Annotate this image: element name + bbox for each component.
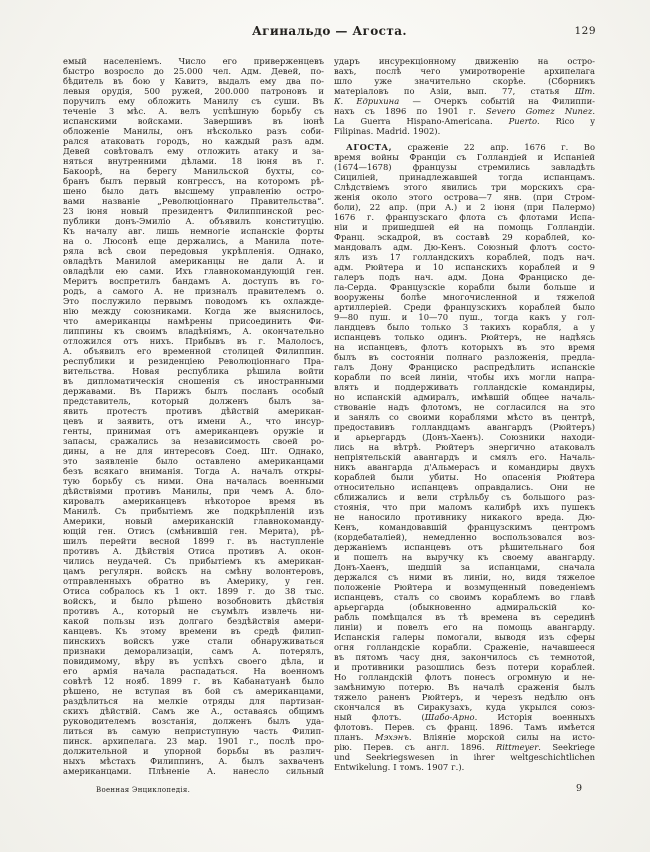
text-line: относительно испанцевъ оправдались. Они не: [334, 482, 595, 492]
text-line: войскъ, и было рѣшено возобновить дѣйствія: [63, 596, 324, 606]
text-line: запасы, сражались за независимость своей ро-: [63, 436, 324, 446]
text-line: американцами. Плѣненіе А. нанесло сильный: [63, 766, 324, 776]
signature-number: 9: [576, 783, 583, 794]
text-line: цамъ регулярн. войскъ на смѣну волонтеровъ,: [63, 566, 324, 576]
text-line: 9—80 пуш. и 10—70 пуш., тогда какъ у гол-: [334, 312, 595, 322]
text-line: Это послужило первымъ поводомъ къ охлажде-: [63, 296, 324, 306]
text-line: замѣнимую потерю. Въ началѣ сраженія былъ: [334, 682, 595, 692]
text-line: флотовъ. Перев. съ франц. 1896. Тамъ имѣется: [334, 722, 595, 732]
text-segment: Severo Gomez Nunez: [486, 106, 593, 116]
text-line: [334, 142, 595, 152]
text-line: признаки деморализаціи, самъ А. потерялъ,: [63, 646, 324, 656]
text-line: литься въ самую неприступную часть Филип-: [63, 726, 324, 736]
text-line: не наносило противнику никакого вреда. Дю-: [334, 512, 595, 522]
text-line: ударъ инсурекціонному движенію на остро-: [334, 56, 595, 66]
text-line: его армія начала распадаться. На военномъ: [63, 666, 324, 676]
text-line: шено было дать высшему управленію остро-: [63, 186, 324, 196]
text-line: Но голландскій флотъ понесъ огромную и не-: [334, 672, 595, 682]
text-segment: сраженіе 22 апр. 1676 г. Во: [392, 142, 595, 152]
text-line: Отиса собралось къ 1 окт. 1899 г. до 38 тыс.: [63, 586, 324, 596]
text-line: шло уже значительно скорѣе. (Сборникъ: [334, 76, 595, 86]
text-line: артиллеріей. Среди французскихъ кораблей было: [334, 302, 595, 312]
text-line: поручилъ ему обложить Манилу съ суши. Въ: [63, 96, 324, 106]
text-segment: .: [592, 106, 595, 116]
text-column-left: [63, 56, 324, 776]
text-line: испанскими войсками. Завершивъ въ іюнѣ: [63, 116, 324, 126]
text-line: противъ А., который не съумѣлъ извлечь ни-: [63, 606, 324, 616]
text-line: дины, а не для интересовъ Соед. Шт. Однако,: [63, 446, 324, 456]
paragraph: [63, 56, 324, 776]
text-line: совѣтѣ 12 нояб. 1899 г. въ Кабанатуанѣ было: [63, 676, 324, 686]
text-line: [334, 96, 595, 106]
text-line: ныхъ мѣстахъ Филиппинъ, А. былъ захваченъ: [63, 756, 324, 766]
text-line: Бакоорѣ, на берегу Манильской бухты, со-: [63, 166, 324, 176]
text-line: республики и резиденціею Революціоннаго Пра-: [63, 356, 324, 366]
text-segment: . Seekriege: [538, 742, 595, 752]
text-line: представитель, который долженъ былъ за-: [63, 396, 324, 406]
text-segment: К. Едрихина: [334, 96, 400, 106]
text-line: вительства. Новая республика рѣшила войти: [63, 366, 324, 376]
text-line: нію между союзниками. Когда же выяснилось,: [63, 306, 324, 316]
text-line: корабли по всей линіи, чтобы ихъ могли напра-: [334, 372, 595, 382]
text-line: рался атаковать городъ, но каждый разъ адм.: [63, 136, 324, 146]
text-line: бѣдитель въ бою у Кавитэ, выдалъ ему два по-: [63, 76, 324, 86]
text-line: на испанцевъ, флотъ которыхъ въ это время: [334, 342, 595, 352]
text-line: und Seekriegswesen in ihrer weltgeschichtlichen: [334, 752, 595, 762]
text-line: отложился отъ нихъ. Прибывъ въ г. Малолосъ,: [63, 336, 324, 346]
text-line: ландцевъ было только 3 такихъ корабля, а у: [334, 322, 595, 332]
text-line: Слѣдствіемъ этого явились три морскихъ сра-: [334, 182, 595, 192]
text-segment: Шабо-Арно: [424, 712, 475, 722]
page-title: Агинальдо — Агоста.: [252, 24, 407, 38]
text-line: руководителемъ возстанія, долженъ былъ уда-: [63, 716, 324, 726]
text-line: испанцевъ, сталъ со своимъ кораблемъ во главѣ: [334, 592, 595, 602]
text-line: Меритъ воспретилъ бандамъ А. доступъ въ го-: [63, 276, 324, 286]
text-line: противъ А. Дѣйствія Отиса противъ А. окон-: [63, 546, 324, 556]
text-line: огня голландскіе корабли. Сраженіе, начавшееся: [334, 642, 595, 652]
text-line: на о. Люсонѣ еще держались, а Манила поте-: [63, 236, 324, 246]
text-line: ствованіе надъ флотомъ, не согласился на это: [334, 402, 595, 412]
text-line: 23 іюня новый президентъ Филиппинской рес-: [63, 206, 324, 216]
text-line: былъ въ состояніи полнаго разложенія, предла-: [334, 352, 595, 362]
text-line: держаніемъ испанцевъ отъ рѣшительнаго боя: [334, 542, 595, 552]
text-line: скихъ дѣйствій. Самъ же А., оставаясь общимъ: [63, 706, 324, 716]
text-line: родъ, а самого А. не призналъ правителемъ о.: [63, 286, 324, 296]
text-segment: La Guerra Hispano-Americana.: [334, 116, 509, 126]
paragraph: [334, 56, 595, 136]
text-segment: ный флотъ. (: [334, 712, 425, 722]
text-segment: . Rico y: [537, 116, 595, 126]
text-line: явить протестъ противъ дѣйствій американ-: [63, 406, 324, 416]
text-line: повидимому, вѣру въ успѣхъ своего дѣла, и: [63, 656, 324, 666]
text-segment: рію. Перев. съ англ. 1896.: [334, 742, 496, 752]
text-segment: Rittmeyer: [495, 742, 539, 752]
text-line: должительной и упорной борьбы въ различ-: [63, 746, 324, 756]
text-line: емый населеніемъ. Число его приверженцевъ: [63, 56, 324, 66]
text-segment: нахъ съ 1896 по 1901 г.: [334, 106, 486, 116]
text-line: тую борьбу съ ними. Она началась военными: [63, 476, 324, 486]
text-line: [334, 86, 595, 96]
text-line: Донъ-Хаенъ, шедшій за испанцами, сначала: [334, 562, 595, 572]
text-line: Франц. эскадрой, въ составѣ 29 кораблей, ко-: [334, 232, 595, 242]
text-line: [334, 106, 595, 116]
text-column-right: [334, 56, 595, 776]
text-line: обложеніе Манилы, онъ нѣсколько разъ соби-: [63, 126, 324, 136]
text-line: рабль помѣщался въ тѣ времена въ серединѣ: [334, 612, 595, 622]
text-line: [334, 732, 595, 742]
text-line: рѣшено, не вступая въ бой съ американцами,: [63, 686, 324, 696]
text-line: скончался въ Сиракузахъ, куда укрылся союз-: [334, 702, 595, 712]
text-line: [334, 712, 595, 722]
text-line: непріятельскій авангардъ и смялъ его. Началь-: [334, 452, 595, 462]
text-line: [334, 116, 595, 126]
text-line: (кордебаталіей), немедленно воспользовался воз-: [334, 532, 595, 542]
page-number: 129: [574, 25, 596, 37]
text-line: ла-Серда. Французскіе корабли были больше и: [334, 282, 595, 292]
paragraph: [334, 142, 595, 772]
text-segment: Мэхэнъ: [375, 732, 409, 742]
text-line: арьергарда (обыкновенно адмиральскій ко-: [334, 602, 595, 612]
running-header: [63, 24, 596, 38]
text-line: галъ Дону Франциско распредѣлить испанскіе: [334, 362, 595, 372]
text-line: теченіе 3 мѣс. А. велъ успѣшную борьбу съ: [63, 106, 324, 116]
text-line: пинскихъ войскъ уже стали обнаруживаться: [63, 636, 324, 646]
text-line: въ пятомъ часу дня, закончилось съ темнотой,: [334, 652, 595, 662]
text-line: время войны Франціи съ Голландіей и Испаніей: [334, 152, 595, 162]
text-line: линіи) и повелъ его на помощь авангарду.: [334, 622, 595, 632]
text-segment: АГОСТА,: [346, 142, 393, 152]
text-line: тяжело раненъ Рюйтеръ, и черезъ недѣлю онъ: [334, 692, 595, 702]
text-line: чились неудачей. Съ прибытіемъ къ американ-: [63, 556, 324, 566]
text-line: Америки, новый американскій главнокоманду-: [63, 516, 324, 526]
text-line: 1676 г. французскаго флота съ флотами Испа-: [334, 212, 595, 222]
text-line: держался съ ними въ линіи, но, видя тяжелое: [334, 572, 595, 582]
text-line: галеръ подъ нач. адм. Дона Франциско де-: [334, 272, 595, 282]
text-line: что американцы намѣрены присоединить Фи-: [63, 316, 324, 326]
text-line: генты, принимая отъ американцевъ оружіе и: [63, 426, 324, 436]
text-line: положеніе Рюйтера и возмущенный поведеніемъ: [334, 582, 595, 592]
text-segment: . Исторія военныхъ: [474, 712, 595, 722]
text-segment: Шт.: [574, 86, 595, 96]
text-line: ющій ген. Отисъ (смѣнившій ген. Мерита), рѣ-: [63, 526, 324, 536]
text-line: Къ началу авг. лишь немногіе испанскіе форты: [63, 226, 324, 236]
text-line: предоставивъ голландцамъ авангардъ (Рюйтеръ): [334, 422, 595, 432]
text-line: овладѣть Манилой американцы не дали А. и: [63, 256, 324, 266]
text-line: кораблей были убиты. Но опасенія Рюйтера: [334, 472, 595, 482]
text-line: и противники разошлись безъ потери кораблей.: [334, 662, 595, 672]
text-line: испанцевъ только одинъ. Рюйтеръ, не надѣясь: [334, 332, 595, 342]
text-line: ряла всѣ свои передовыя укрѣпленія. Однако,: [63, 246, 324, 256]
text-segment: Puerto: [508, 116, 538, 126]
text-line: Сициліей, принадлежавшей тогда испанцамъ.: [334, 172, 595, 182]
text-line: кировалъ американцевъ нѣкоторое время въ: [63, 496, 324, 506]
text-line: вооружены болѣе многочисленной и тяжелой: [334, 292, 595, 302]
text-line: [334, 742, 595, 752]
text-line: въ дипломатическія сношенія съ иностранными: [63, 376, 324, 386]
text-line: Испанскія галеры помогали, выводя изъ сферы: [334, 632, 595, 642]
text-line: лись на вѣтрѣ. Рюйтеръ энергично атаковалъ: [334, 442, 595, 452]
text-line: Entwikelung. I томъ. 1907 г.).: [334, 762, 465, 772]
text-line: дѣйствіями противъ Манилы, при чемъ А. бло-: [63, 486, 324, 496]
text-line: и арьергардъ (Донъ-Хаенъ). Союзники находи-: [334, 432, 595, 442]
text-line: и пошелъ на выручку къ своему авангарду.: [334, 552, 595, 562]
text-line: публики донъ-Эмиліо А. объявилъ конституцію.: [63, 216, 324, 226]
text-line: боли), 22 апр. (при А.) и 2 іюня (при Палермо): [334, 202, 595, 212]
text-line: канцевъ. Къ этому времени въ средѣ филип-: [63, 626, 324, 636]
text-segment: . Вліяніе морской силы на исто-: [408, 732, 595, 742]
text-line: никъ авангарда д'Альмерасъ и командиры двухъ: [334, 462, 595, 472]
text-segment: планъ.: [334, 732, 376, 742]
text-line: отправленныхъ обратно въ Америку, у ген.: [63, 576, 324, 586]
text-line: раздѣлиться на мелкіе отряды для партизан-: [63, 696, 324, 706]
text-line: ялъ изъ 17 голландскихъ кораблей, подъ нач.: [334, 252, 595, 262]
text-block: [63, 56, 596, 776]
text-line: сближались и вели стрѣльбу съ большого раз-: [334, 492, 595, 502]
text-line: (1674—1678) французы стремились завладѣть: [334, 162, 595, 172]
text-line: Кенъ, командовавшій французскимъ центромъ: [334, 522, 595, 532]
text-line: вами названіе „Революціоннаго Правительства“.: [63, 196, 324, 206]
text-line: няться внутренними дѣлами. 18 іюня въ г.: [63, 156, 324, 166]
text-segment: матеріаловъ по Азіи, вып. 77, статья: [334, 86, 575, 96]
text-line: цевъ и заявить, отъ имени А., что инсур-: [63, 416, 324, 426]
text-line: ніи и пришедшей ей на помощь Голландіи.: [334, 222, 595, 232]
text-line: это заявленіе было оставлено американцами: [63, 456, 324, 466]
text-line: левыя орудія, 500 ружей, 200.000 патроновъ и: [63, 86, 324, 96]
footer-imprint: Военная Энциклопедія.: [96, 786, 191, 794]
text-line: женія около этого острова—7 янв. (при Стром-: [334, 192, 595, 202]
text-line: влять и поддерживать голландскіе командиры,: [334, 382, 595, 392]
text-line: Filipinas. Madrid. 1902).: [334, 126, 441, 136]
text-line: стоянія, что при маломъ калибрѣ ихъ пушекъ: [334, 502, 595, 512]
text-line: адм. Рюйтера и 10 испанскихъ кораблей и 9: [334, 262, 595, 272]
text-line: пинск. архипелага. 23 мар. 1901 г., послѣ про-: [63, 736, 324, 746]
text-line: и занялъ со своими кораблями мѣсто въ центрѣ,: [334, 412, 595, 422]
text-line: липпины къ своимъ владѣніямъ, А. окончательно: [63, 326, 324, 336]
text-segment: — Очеркъ событій на Филиппи-: [399, 96, 595, 106]
text-line: какой пользы изъ долгаго бездѣйствія амери-: [63, 616, 324, 626]
text-line: бранъ былъ первый конгрессъ, на которомъ рѣ-: [63, 176, 324, 186]
text-line: безъ всякаго вниманія. Тогда А. началъ откры-: [63, 466, 324, 476]
text-line: но испанскій адмиралъ, имѣвшій общее началь-: [334, 392, 595, 402]
text-line: Девей совѣтовалъ ему отложить атаку и за-: [63, 146, 324, 156]
text-line: А. объявилъ его временной столицей Филиппин.: [63, 346, 324, 356]
text-line: овладѣли ею сами. Ихъ главнокомандующій ген.: [63, 266, 324, 276]
text-line: шилъ перейти весной 1899 г. въ наступленіе: [63, 536, 324, 546]
text-line: вахъ, послѣ чего умиротвореніе архипелага: [334, 66, 595, 76]
text-line: быстро возросло до 25.000 чел. Адм. Девей, по-: [63, 66, 324, 76]
text-line: Манилѣ. Съ прибытіемъ же подкрѣпленій изъ: [63, 506, 324, 516]
text-line: державами. Въ Парижъ былъ посланъ особый: [63, 386, 324, 396]
text-line: мандовалъ адм. Дю-Кенъ. Союзный флотъ состо-: [334, 242, 595, 252]
